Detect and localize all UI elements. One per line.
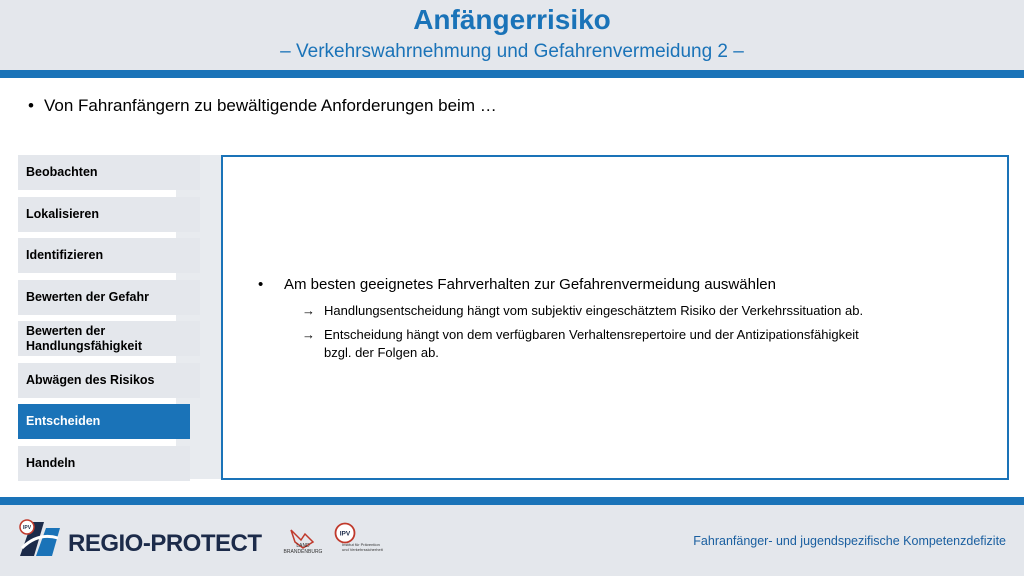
page-title: Anfängerrisiko (413, 4, 611, 35)
step-lokalisieren[interactable] (18, 197, 190, 232)
intro-text: Von Fahranfängern zu bewältigende Anforderungen beim … (44, 96, 497, 115)
brandenburg-label (283, 543, 323, 555)
header-divider (0, 70, 1024, 78)
step-bewerten-handlungsfaehigkeit[interactable] (18, 321, 190, 356)
ipv-institute-icon (334, 522, 356, 544)
arrow-right-icon: → (302, 303, 315, 318)
footer-divider (0, 497, 1024, 505)
step-handeln[interactable] (18, 446, 190, 481)
step-tail (188, 363, 200, 398)
process-steps (18, 155, 190, 487)
step-tail (188, 280, 200, 315)
step-label: Handeln (26, 455, 76, 470)
subpoint-text: Handlungsentscheidung hängt vom subjektiv eingeschätztem Risiko der Verkehrssituation ab. (324, 303, 864, 318)
subpoint-text-continued: bzgl. der Folgen ab. (324, 345, 439, 360)
step-tail (188, 321, 200, 356)
bullet-icon: • (258, 276, 264, 293)
ipv-caption: Institut für Prävention und Verkehrssicherheit (342, 542, 383, 552)
step-tail (188, 155, 200, 190)
land-line-1: LAND (296, 543, 310, 549)
step-beobachten[interactable] (18, 155, 190, 190)
content-subpoint-2 (302, 326, 962, 362)
step-label: Lokalisieren (26, 206, 99, 221)
content-subpoint-1 (302, 302, 863, 320)
main-point-text: Am besten geeignetes Fahrverhalten zur Gefahrenvermeidung auswählen (284, 276, 776, 293)
step-tail (188, 197, 200, 232)
step-label: Bewerten der Gefahr (26, 289, 149, 304)
logo-badge-text: IPV (22, 525, 32, 531)
step-bewerten-gefahr[interactable] (18, 280, 190, 315)
step-label: Abwägen des Risikos (26, 372, 155, 387)
step-label: Entscheiden (26, 414, 101, 428)
step-entscheiden[interactable] (18, 404, 190, 439)
intro-bullet (28, 96, 497, 116)
subpoint-text: Entscheidung hängt von dem verfügbaren Verhaltensrepertoire und der Antizipationsfähigkeit (324, 327, 859, 342)
step-identifizieren[interactable] (18, 238, 190, 273)
header-band (0, 0, 1024, 70)
footer-topic: Fahranfänger- und jugendspezifische Kompetenzdefizite (693, 534, 1006, 548)
step-abwaegen-risiko[interactable] (18, 363, 190, 398)
ipv-badge-text: IPV (339, 530, 351, 538)
step-tail (188, 238, 200, 273)
step-label: Identifizieren (26, 248, 104, 262)
brand-name: REGIO-PROTECT (68, 530, 262, 557)
arrow-right-icon: → (302, 327, 315, 342)
step-label: Beobachten (26, 165, 98, 179)
land-line-2: BRANDENBURG (283, 549, 323, 555)
content-main-point (258, 276, 776, 293)
page-subtitle: – Verkehrswahrnehmung und Gefahrenvermeidung 2 – (280, 41, 744, 62)
regio-protect-logo-icon (18, 518, 62, 558)
bullet-icon: • (28, 96, 34, 115)
step-label: Bewerten der Handlungsfähigkeit (26, 323, 142, 353)
